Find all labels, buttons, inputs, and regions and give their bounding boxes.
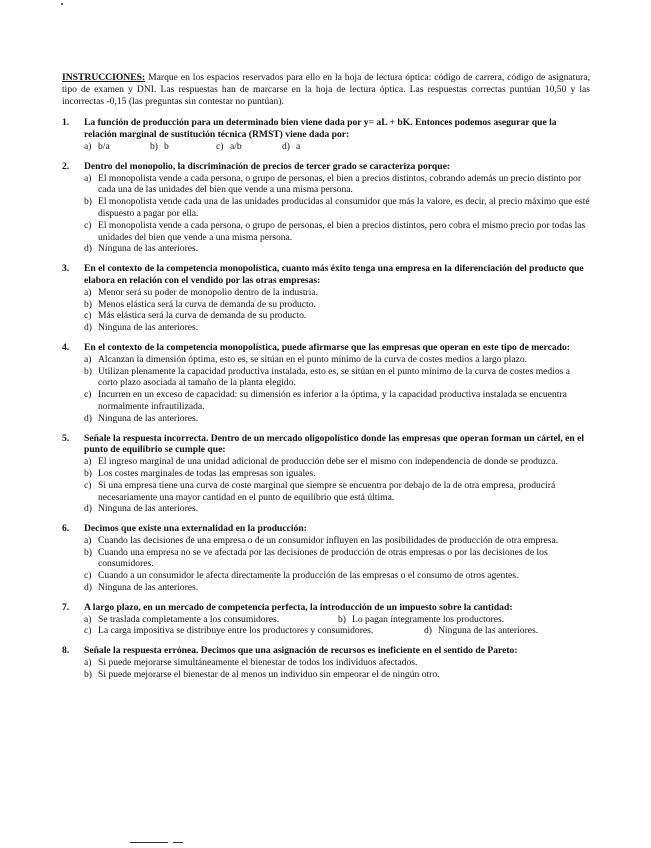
option-label: a) xyxy=(84,456,92,468)
question-number: 2. xyxy=(62,160,70,172)
option-c xyxy=(216,141,282,153)
option-a xyxy=(84,141,150,153)
option-label: a) xyxy=(84,613,92,625)
instructions xyxy=(62,72,590,107)
option-label: b) xyxy=(84,196,92,208)
option-label: b) xyxy=(84,467,92,479)
option-text: Utilizan plenamente la capacidad productiva instalada, esto es, se sitúan en el punto mínimo de la curva de costes medios a corto plazo asociada al tamaño de la planta elegido. xyxy=(98,365,571,389)
option-a xyxy=(84,614,338,626)
option-c xyxy=(84,570,590,582)
question-number: 4. xyxy=(62,341,70,353)
option-text: El monopolista vende a cada persona, o grupo de personas, el bien a precios distintos, cobrando además un precio distinto por cada una de las unidades del bien que vende a una misma persona. xyxy=(98,172,582,196)
option-label: b) xyxy=(84,365,92,377)
option-text: Incurren en un exceso de capacidad: su dimensión es inferior a la óptima, y la capacidad productiva instalada se encuentra normalmente infrautilizada. xyxy=(98,389,567,412)
footer-rule xyxy=(130,842,168,843)
option-text: Cuando las decisiones de una empresa o de un consumidor influyen en las posibilidades de producción de otra empresa. xyxy=(98,534,559,546)
option-text: Más elástica será la curva de demanda de su producto. xyxy=(98,310,307,322)
option-text: Ninguna de las anteriores. xyxy=(98,243,199,255)
question-2 xyxy=(62,161,590,255)
option-text: Menos elástica será la curva de demanda de su producto. xyxy=(98,298,316,310)
option-text: La carga impositiva se distribuye entre los productores y consumidores. xyxy=(98,625,374,637)
option-c xyxy=(84,220,590,244)
option-label: a) xyxy=(84,172,92,184)
option-a xyxy=(84,287,590,299)
option-d xyxy=(282,141,348,153)
option-a xyxy=(84,173,590,197)
option-label: d) xyxy=(84,243,92,255)
exam-page xyxy=(62,72,590,689)
option-b xyxy=(150,141,216,153)
question-number: 7. xyxy=(62,601,70,613)
option-text: Ninguna de las anteriores. xyxy=(98,412,199,424)
options-row xyxy=(84,614,590,626)
option-label: c) xyxy=(84,570,92,582)
question-number: 5. xyxy=(62,432,70,444)
option-a xyxy=(84,535,590,547)
question-6 xyxy=(62,523,590,594)
option-label: b) xyxy=(150,140,158,152)
option-label: b) xyxy=(84,298,92,310)
question-8 xyxy=(62,645,590,680)
options-row xyxy=(84,141,590,153)
question-text: Señale la respuesta errónea. Decimos que una asignación de recursos es ineficiente en el sentido de Pareto: xyxy=(84,645,518,657)
instructions-label: INSTRUCCIONES: xyxy=(62,72,146,83)
option-b xyxy=(84,366,590,390)
question-text: A largo plazo, en un mercado de competencia perfecta, la introducción de un impuesto sobre la cantidad: xyxy=(84,601,513,613)
option-c xyxy=(84,480,590,504)
question-7 xyxy=(62,602,590,637)
option-a xyxy=(84,354,590,366)
options-row xyxy=(84,625,590,637)
option-d xyxy=(84,322,590,334)
option-label: c) xyxy=(84,219,92,231)
option-b xyxy=(84,547,590,571)
option-text: a/b xyxy=(230,140,242,152)
option-label: b) xyxy=(338,613,346,625)
question-text: En el contexto de la competencia monopolística, cuanto más éxito tenga una empresa en la diferenciación del producto que elabora en relación con el vendido por las otras empresas: xyxy=(84,263,584,286)
option-d xyxy=(84,243,590,255)
option-d xyxy=(84,582,590,594)
option-text: b/a xyxy=(98,140,110,152)
question-1 xyxy=(62,117,590,152)
option-label: a) xyxy=(84,657,92,669)
option-text: Ninguna de las anteriores. xyxy=(438,625,539,637)
option-label: a) xyxy=(84,140,92,152)
question-text: Dentro del monopolio, la discriminación de precios de tercer grado se caracteriza porque: xyxy=(84,160,451,172)
option-c xyxy=(84,310,590,322)
option-text: Si una empresa tiene una curva de coste marginal que siempre se encuentra por debajo de la de otra empresa, producirá necesariamente una mayor cantidad en el punto de equilibrio que está última. xyxy=(98,479,556,503)
option-a xyxy=(84,657,590,669)
option-label: a) xyxy=(84,353,92,365)
question-text: En el contexto de la competencia monopolística, puede afirmarse que las empresas que operan en este tipo de mercado: xyxy=(84,341,570,353)
option-d xyxy=(84,503,590,515)
scan-speck xyxy=(61,3,63,5)
option-text: Ninguna de las anteriores. xyxy=(98,322,199,334)
instructions-text: Marque en los espacios reservados para ello en la hoja de lectura óptica: código de carrera, código de asignatura, tipo de examen y DNI. Las respuestas han de marcarse en la hoja de lectura óptica. Las respuestas correctas puntúan 10,50 y las incorrectas -0,15 (las preguntas sin contestar no puntúan). xyxy=(62,72,590,107)
option-d xyxy=(84,413,590,425)
option-text: a xyxy=(296,140,301,152)
option-label: d) xyxy=(84,503,92,515)
option-b xyxy=(84,669,590,681)
question-number: 6. xyxy=(62,523,70,535)
option-text: Cuando a un consumidor le afecta directamente la producción de las empresas o el consumo de otros agentes. xyxy=(98,570,519,582)
question-4 xyxy=(62,342,590,425)
option-a xyxy=(84,456,590,468)
option-label: c) xyxy=(216,140,224,152)
question-text: Señale la respuesta incorrecta. Dentro de un mercado oligopolístico donde las empresas que operan forman un cártel, en el punto de equilibrio se cumple que: xyxy=(84,432,585,456)
option-text: Menor será su poder de monopolio dentro de la industria. xyxy=(98,286,319,298)
option-label: b) xyxy=(84,546,92,558)
option-text: El monopolista vende cada una de las unidades producidas al consumidor que más la valore, es decir, al precio máximo que esté dispuesto a pagar por ella. xyxy=(98,196,590,219)
question-number: 3. xyxy=(62,263,70,275)
option-text: b xyxy=(164,140,169,152)
option-text: Ninguna de las anteriores. xyxy=(98,503,199,515)
option-label: d) xyxy=(282,140,290,152)
option-label: c) xyxy=(84,479,92,491)
question-number: 8. xyxy=(62,645,70,657)
option-label: c) xyxy=(84,389,92,401)
option-text: Se traslada completamente a los consumidores. xyxy=(98,613,280,625)
option-c xyxy=(84,625,424,637)
option-label: c) xyxy=(84,310,92,322)
question-5 xyxy=(62,433,590,516)
option-text: Lo pagan íntegramente los productores. xyxy=(352,613,505,625)
option-text: El monopolista vende a cada persona, o grupo de personas, el bien a precios distintos, pero cobra el mismo precio por todas las unidades del bien que vende a una misma persona. xyxy=(98,219,586,243)
option-text: Ninguna de las anteriores. xyxy=(98,582,199,594)
option-label: d) xyxy=(84,582,92,594)
option-b xyxy=(84,299,590,311)
option-b xyxy=(84,468,590,480)
question-3 xyxy=(62,263,590,334)
footer-rule xyxy=(173,842,183,843)
option-text: El ingreso marginal de una unidad adicional de producción debe ser el mismo con independencia de donde se produzca. xyxy=(98,456,558,468)
option-text: Los costes marginales de todas las empresas son iguales. xyxy=(98,467,316,479)
option-d xyxy=(424,625,590,637)
option-label: d) xyxy=(424,625,432,637)
option-label: a) xyxy=(84,534,92,546)
option-text: Si puede mejorarse simultáneamente el bienestar de todos los individuos afectados. xyxy=(98,657,418,669)
option-label: c) xyxy=(84,625,92,637)
option-c xyxy=(84,389,590,413)
question-number: 1. xyxy=(62,117,70,129)
option-text: Si puede mejorarse el bienestar de al menos un individuo sin empeorar el de ningún otro. xyxy=(98,668,440,680)
option-label: d) xyxy=(84,322,92,334)
question-text: Decimos que existe una externalidad en la producción: xyxy=(84,523,307,535)
option-b xyxy=(84,196,590,220)
option-label: d) xyxy=(84,412,92,424)
option-text: Cuando una empresa no se ve afectada por las decisiones de producción de otras empresas o por las decisiones de los consumidores. xyxy=(98,546,548,570)
question-text: La función de producción para un determinado bien viene dada por y= aL + bK. Entonces podemos asegurar que la relación marginal de sustitución técnica (RMST) viene dada por: xyxy=(84,117,557,141)
option-label: b) xyxy=(84,668,92,680)
option-text: Alcanzan la dimensión óptima, esto es, se sitúan en el punto mínimo de la curva de costes medios a largo plazo. xyxy=(98,353,528,365)
option-label: a) xyxy=(84,286,92,298)
option-b xyxy=(338,614,590,626)
